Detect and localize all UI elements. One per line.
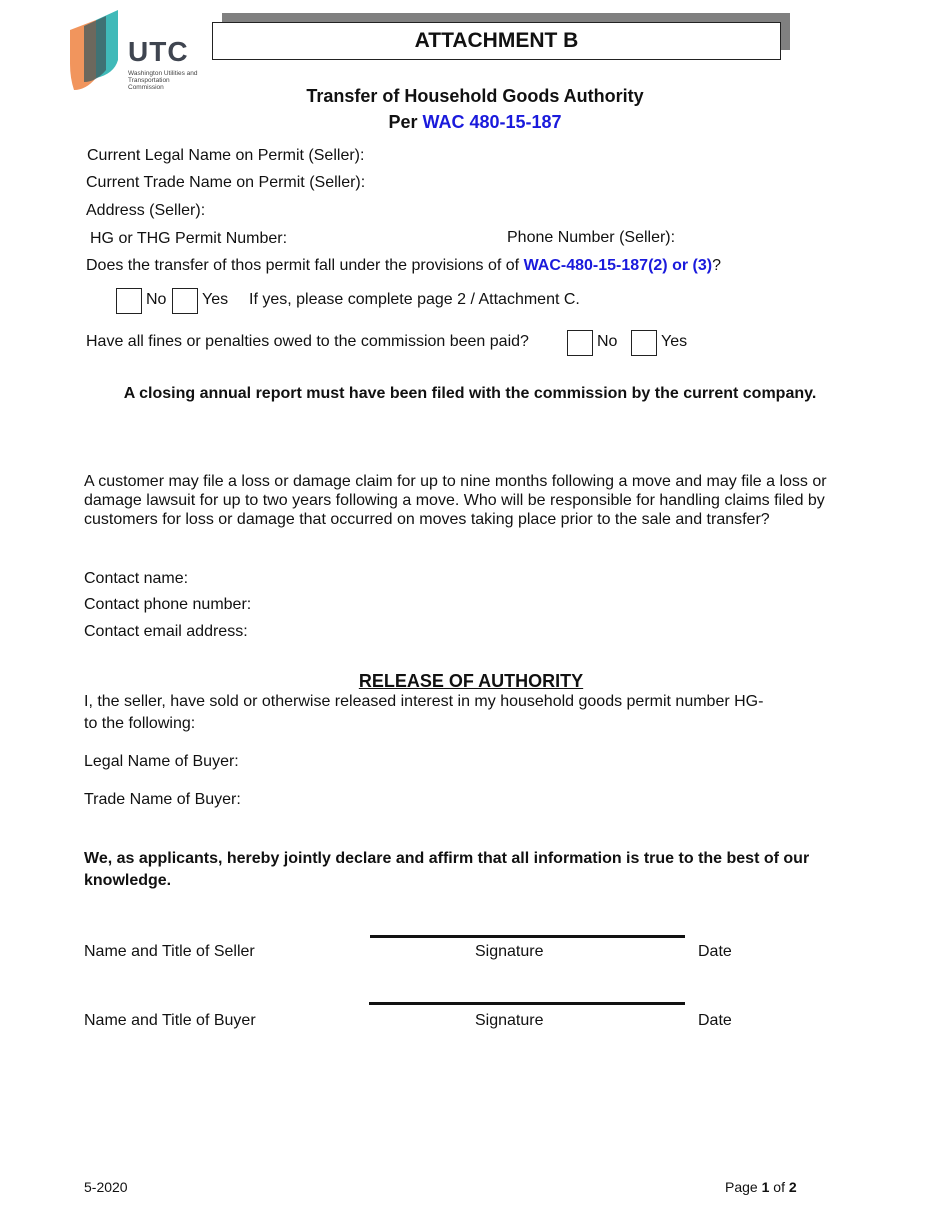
provisions-no-checkbox[interactable] — [116, 288, 142, 314]
buyer-legal-name-label: Legal Name of Buyer: — [84, 753, 239, 770]
form-title: Transfer of Household Goods Authority — [306, 86, 644, 106]
seller-signature-line — [370, 935, 685, 938]
fines-no-checkbox[interactable] — [567, 330, 593, 356]
provisions-note: If yes, please complete page 2 / Attachment C. — [249, 291, 580, 308]
provisions-yes-checkbox[interactable] — [172, 288, 198, 314]
utc-logo — [66, 8, 206, 98]
buyer-signature-label: Signature — [475, 1012, 544, 1029]
attachment-title: ATTACHMENT B — [212, 22, 781, 60]
buyer-name-title-label: Name and Title of Buyer — [84, 1012, 256, 1029]
seller-name-title-label: Name and Title of Seller — [84, 943, 255, 960]
provisions-yes-label: Yes — [202, 291, 229, 308]
release-statement: I, the seller, have sold or otherwise released interest in my household goods permit number HG- — [84, 693, 764, 710]
seller-address-label: Address (Seller): — [86, 202, 206, 219]
seller-signature-label: Signature — [475, 943, 544, 960]
claims-paragraph: A customer may file a loss or damage claim for up to nine months following a move and may file a loss or damage lawsuit for up to two years following a move. Who will be responsible for handling claims filed by customers for loss or damage that occurred on moves taking place prior to the sale and transfer? — [84, 473, 827, 528]
contact-email-label: Contact email address: — [84, 623, 248, 640]
release-heading: RELEASE OF AUTHORITY — [358, 671, 584, 691]
fines-yes-checkbox[interactable] — [631, 330, 657, 356]
buyer-trade-name-label: Trade Name of Buyer: — [84, 791, 241, 808]
per-prefix: Per — [388, 112, 418, 132]
closing-report-notice: A closing annual report must have been filed with the commission by the current company. — [123, 385, 817, 402]
seller-legal-name-label: Current Legal Name on Permit (Seller): — [87, 147, 365, 164]
fines-no-label: No — [597, 333, 618, 350]
contact-phone-label: Contact phone number: — [84, 596, 252, 613]
logo-text: UTC — [128, 36, 189, 67]
wac-provisions-link[interactable]: WAC-480-15-187(2) or (3) — [523, 257, 713, 274]
seller-trade-name-label: Current Trade Name on Permit (Seller): — [86, 174, 366, 191]
provisions-no-label: No — [146, 291, 167, 308]
fines-yes-label: Yes — [661, 333, 688, 350]
form-subtitle — [0, 112, 950, 133]
logo-subtitle: Washington Utilities and Transportation Commission — [128, 70, 198, 91]
permit-number-label: HG or THG Permit Number: — [90, 230, 288, 247]
buyer-date-label: Date — [698, 1012, 732, 1029]
seller-phone-label: Phone Number (Seller): — [507, 229, 676, 246]
revision-date: 5-2020 — [84, 1179, 128, 1195]
wac-link[interactable]: WAC 480-15-187 — [422, 112, 562, 132]
declaration: We, as applicants, hereby jointly declare and affirm that all information is true to the best of our knowledge. — [84, 850, 810, 889]
transfer-provisions-question: Does the transfer of thos permit fall under the provisions of of WAC-480-15-187(2) or (3)? — [86, 257, 721, 274]
page-number: Page 1 of 2 — [725, 1179, 797, 1195]
seller-date-label: Date — [698, 943, 732, 960]
utc-logo-icon — [66, 8, 126, 94]
fines-question: Have all fines or penalties owed to the commission been paid? — [86, 333, 529, 350]
contact-name-label: Contact name: — [84, 570, 189, 587]
release-statement-continued: to the following: — [84, 715, 196, 732]
buyer-signature-line — [369, 1002, 685, 1005]
